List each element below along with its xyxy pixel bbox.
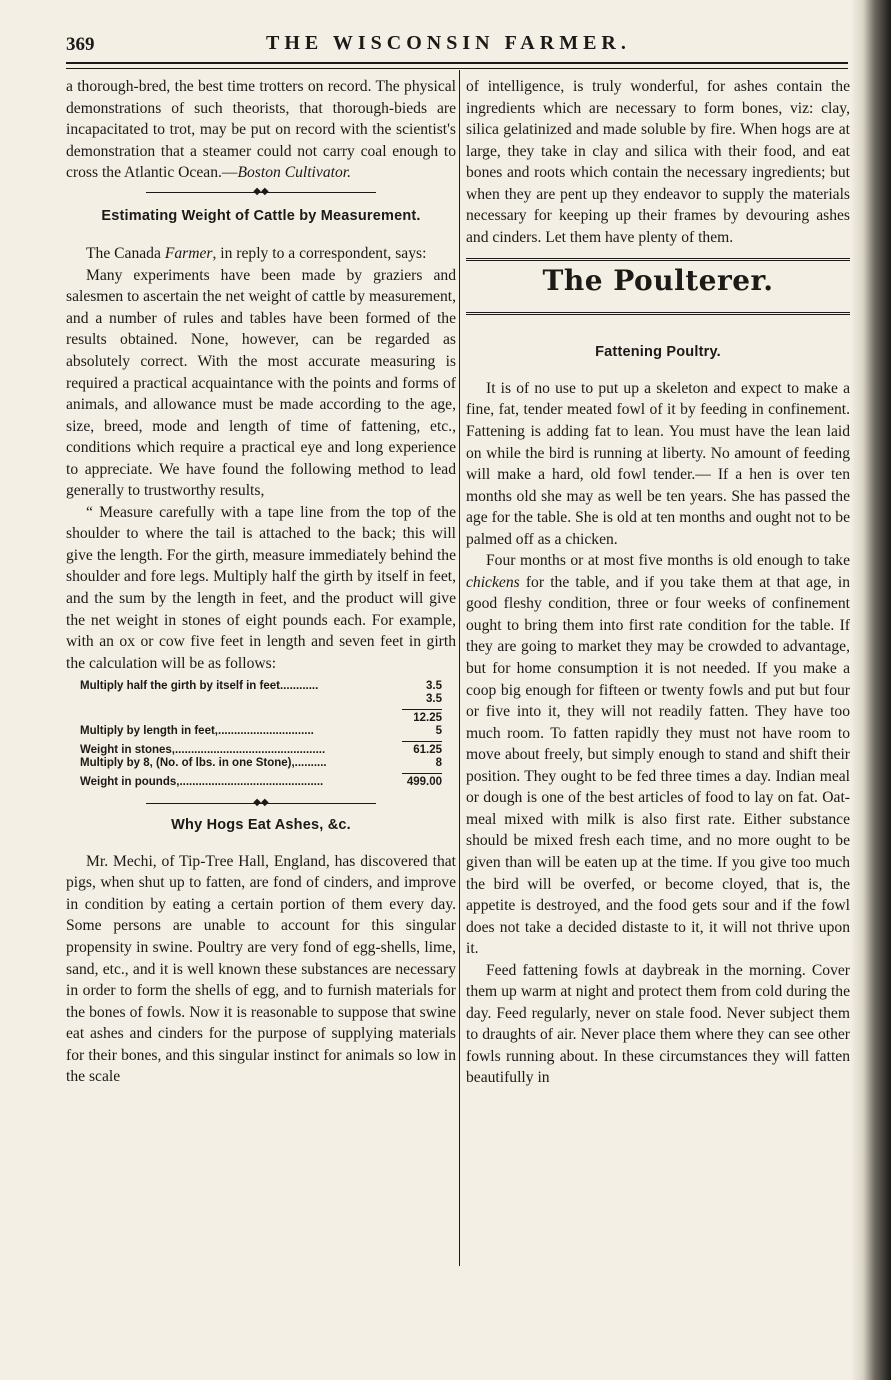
left-column (66, 76, 456, 1088)
binding-edge (851, 0, 891, 1380)
department-heading (466, 254, 850, 334)
cattle-paragraph-1: The Canada Farmer, in reply to a correspondent, says: (86, 245, 427, 263)
intro-source: Boston Cultivator. (237, 164, 351, 182)
weight-calculation (66, 680, 456, 789)
header-rule-thin (66, 68, 848, 69)
department-title: The Poulterer. (542, 264, 774, 298)
section-title-poultry: Fattening Poultry. (595, 344, 721, 361)
page-header (66, 32, 846, 58)
calc-row: 3.5 (426, 693, 442, 706)
right-column (466, 76, 850, 1089)
calc-row: Weight in pounds,............................................. 499.00 (80, 776, 442, 789)
journal-title: THE WISCONSIN FARMER. (266, 32, 631, 54)
section-title-hogs: Why Hogs Eat Ashes, &c. (171, 817, 351, 834)
section-title-cattle: Estimating Weight of Cattle by Measurement. (101, 207, 421, 224)
poultry-paragraph-1: It is of no use to put up a skeleton and expect to make a fine, fat, tender meated fowl of it by feeding in confinement. Fattening is adding fat to lean. You must have the lean laid on while the bird is running at liberty. No amount of feeding will make a hard, old fowl tender.— If a hen is over ten months old she may as well be ten years. She has passed the age for the table. She is old at ten months and ought not to be palmed off as a chicken. (466, 379, 850, 548)
cattle-paragraph-3: “ Measure carefully with a tape line from the top of the shoulder to where the tail is attached to the back; this will give the length. For the girth, measure immediately behind the shoulder and fore legs. Multiply half the girth by itself in feet, and the sum by the length in feet, and the product will give the net weight in stones of eight pounds each. For example, with an ox or cow five feet in length and seven feet in girth the calculation will be as follows: (66, 503, 456, 672)
calc-row: Multiply by length in feet,.............................. 5 (80, 725, 442, 738)
page-number: 369 (66, 34, 95, 55)
cattle-paragraph-2: Many experiments have been made by graziers and salesmen to ascertain the net weight of cattle by measurement, and a number of rules and tables have been formed of the results obtained. None, however, can be regarded as absolutely correct. With the most accurate measuring is required a practical acquaintance with the points and forms of animals, and allowance must be made according to the age, size, breed, mode and length of time of fattening, etc., conditions which require a practical eye and long experience to appreciate. We have found the following method to lead generally to trustworthy results, (66, 266, 456, 500)
calc-row: 12.25 (413, 712, 442, 725)
section-divider: ◆◆ (66, 797, 456, 811)
calc-row: Weight in stones,............................................... 61.25 (80, 744, 442, 757)
intro-paragraph: a thorough-bred, the best time trotters on record. The physical demonstrations of such theorists, that thorough-bieds are incapacitated to trot, may be put on record with the scientist's demonstration that a steamer could not carry coal enough to cross the Atlantic Ocean.—Boston Cultivator. (66, 78, 456, 182)
calc-row: Multiply half the girth by itself in feet............ 3.5 (80, 680, 442, 693)
section-divider: ◆◆ (66, 186, 456, 200)
poultry-paragraph-2: Four months or at most five months is old enough to take chickens for the table, and if you take them at that age, in good fleshy condition, three or four weeks of confinement ought to bring them into first rate condition for the table. If they are going to market they may be crowded to advantage, but for home consumption it is not needed. If you make a coop big enough for fifteen or twenty fowls and put but four or five into it, they will not readily fatten. They have too much room. To fatten rapidly they must not have room to move about freely, but simply enough to stand and shift their position. They ought to be fed three times a day. Indian meal or dough is one of the best articles of food to lay on fat. Oat-meal mixed with milk is also first rate. Either substance should be mixed fresh each time, and no more ought to be given than will be eaten up at the time. If you give too much the bird will be overfed, or become cloyed, that is, the appetite is destroyed, and the food gets sour and if the fowl does not take a decided distaste to it, it will not thrive upon it. (466, 552, 850, 958)
column-divider (459, 70, 460, 1266)
calc-row: Multiply by 8, (No. of lbs. in one Stone),.......... 8 (80, 757, 442, 770)
hogs-paragraph-continued: of intelligence, is truly wonderful, for ashes contain the ingredients which are necessary to form bones, viz: clay, silica gelatinized and made soluble by fire. When hogs are at large, they take in clay and silica with their food, and eat bones and roots which contain the necessary ingredients; but when they are pent up they endeavor to supply the materials necessary for keeping up their frames by devouring ashes and cinders. Let them have plenty of them. (466, 78, 850, 246)
hogs-paragraph-1: Mr. Mechi, of Tip-Tree Hall, England, has discovered that pigs, when shut up to fatten, are fond of cinders, and improve in condition by eating a certain portion of them every day. Some persons are unable to account for this singular propensity in swine. Poultry are very fond of egg-shells, lime, sand, etc., and it is well known these substances are necessary in order to form the shells of egg, and to furnish materials for the bones of fowls. Now it is reasonable to suppose that swine eat ashes and cinders for the purpose of supplying materials for their bones, and this singular instinct for animals so low in the scale (66, 852, 456, 1086)
poultry-paragraph-3: Feed fattening fowls at daybreak in the morning. Cover them up warm at night and protect them from cold during the day. Feed regularly, never on stale food. Never subject them to draughts of air. Never place them where they can see other fowls running about. In these circumstances they will fatten beautifully in (466, 961, 850, 1087)
header-rule (66, 62, 848, 64)
